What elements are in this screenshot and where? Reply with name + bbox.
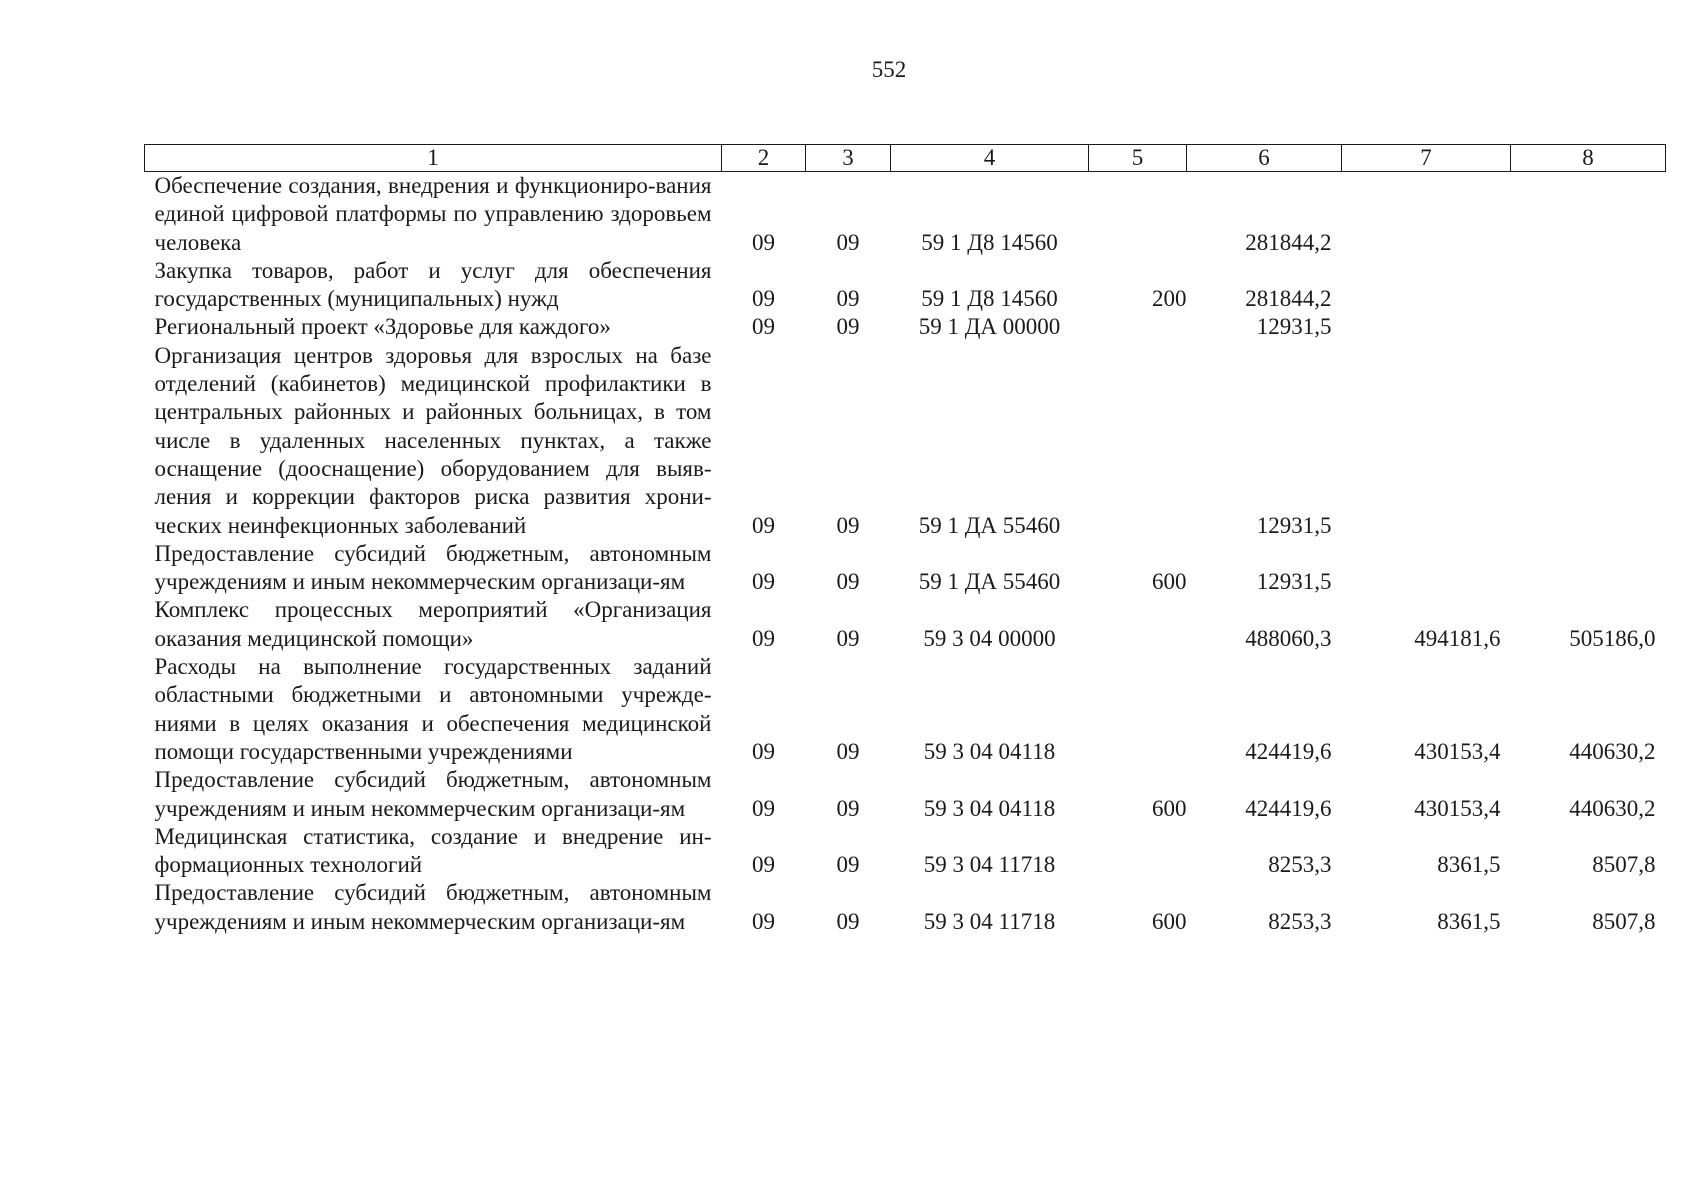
row-name-cell: Медицинская статистика, создание и внедрение ин-формационных технологий — [154, 823, 712, 878]
section-code-cell: 09 — [752, 314, 775, 340]
amount-year-1-cell: 281844,2 — [1245, 286, 1332, 312]
amount-year-1-cell: 424419,6 — [1245, 795, 1332, 821]
amount-year-3-cell: 440630,2 — [1569, 738, 1656, 764]
amount-year-2-cell — [1342, 342, 1511, 540]
row-name-cell: Обеспечение создания, внедрения и функциониро-вания единой цифровой платформы по управлению здоровьем человека — [154, 173, 712, 255]
section-code-cell: 09 — [752, 569, 775, 595]
amount-year-3-cell — [1511, 172, 1666, 257]
subsection-code-cell: 09 — [836, 569, 860, 595]
row-name-cell: Организация центров здоровья для взрослых на базе отделений (кабинетов) медицинской профилактики в центральных районных и районных больницах, в том числе в удаленных населенных пунктах, а также оснащение (дооснащение) оборудованием для выяв-ления и коррекции факторов риска развития хрони-ческих неинфекционных заболеваний — [154, 342, 712, 538]
subsection-code-cell: 09 — [836, 625, 860, 651]
expense-type-cell — [1089, 313, 1187, 341]
budget-table — [144, 144, 1666, 936]
expense-type-cell: 600 — [1152, 908, 1187, 934]
table-row — [145, 596, 1666, 653]
target-article-cell: 59 1 Д8 14560 — [921, 229, 1058, 255]
amount-year-3-cell — [1511, 342, 1666, 540]
amount-year-1-cell: 424419,6 — [1245, 738, 1332, 764]
table-row — [145, 766, 1666, 823]
header-cell-1: 1 — [145, 145, 722, 172]
section-code-cell: 09 — [752, 908, 775, 934]
amount-year-3-cell — [1511, 313, 1666, 341]
table-row — [145, 257, 1666, 314]
amount-year-1-cell: 8253,3 — [1268, 852, 1332, 878]
table-row — [145, 540, 1666, 597]
section-code-cell: 09 — [752, 229, 775, 255]
table-row — [145, 653, 1666, 766]
amount-year-3-cell: 505186,0 — [1569, 625, 1656, 651]
target-article-cell: 59 3 04 00000 — [923, 625, 1056, 651]
target-article-cell: 59 3 04 04118 — [923, 795, 1056, 821]
amount-year-3-cell — [1511, 257, 1666, 314]
target-article-cell: 59 1 ДА 00000 — [918, 314, 1061, 340]
amount-year-2-cell — [1342, 540, 1511, 597]
row-name-cell: Закупка товаров, работ и услуг для обеспечения государственных (муниципальных) нужд — [154, 257, 712, 312]
table-row — [145, 879, 1666, 936]
header-cell-6: 6 — [1187, 145, 1342, 172]
section-code-cell: 09 — [752, 625, 775, 651]
amount-year-1-cell: 12931,5 — [1256, 512, 1332, 538]
expense-type-cell — [1089, 823, 1187, 880]
section-code-cell: 09 — [752, 286, 775, 312]
amount-year-1-cell: 488060,3 — [1245, 625, 1332, 651]
subsection-code-cell: 09 — [836, 286, 860, 312]
amount-year-2-cell — [1342, 313, 1511, 341]
subsection-code-cell: 09 — [836, 314, 860, 340]
expense-type-cell — [1089, 653, 1187, 766]
expense-type-cell: 200 — [1152, 286, 1187, 312]
expense-type-cell — [1089, 342, 1187, 540]
subsection-code-cell: 09 — [836, 512, 860, 538]
header-cell-3: 3 — [806, 145, 891, 172]
amount-year-2-cell — [1342, 172, 1511, 257]
amount-year-1-cell: 12931,5 — [1256, 569, 1332, 595]
target-article-cell: 59 3 04 11718 — [923, 908, 1056, 934]
amount-year-2-cell: 430153,4 — [1414, 738, 1501, 764]
amount-year-2-cell: 494181,6 — [1414, 625, 1501, 651]
subsection-code-cell: 09 — [836, 908, 860, 934]
table-row — [145, 342, 1666, 540]
amount-year-3-cell: 8507,8 — [1592, 908, 1656, 934]
table-header-row — [145, 145, 1666, 172]
amount-year-3-cell — [1511, 540, 1666, 597]
table-row — [145, 172, 1666, 257]
row-name-cell: Предоставление субсидий бюджетным, автономным учреждениям и иным некоммерческим организаци-ям — [154, 880, 712, 934]
header-cell-5: 5 — [1089, 145, 1187, 172]
amount-year-2-cell: 430153,4 — [1414, 795, 1501, 821]
amount-year-2-cell — [1342, 257, 1511, 314]
header-cell-2: 2 — [722, 145, 806, 172]
target-article-cell: 59 1 ДА 55460 — [918, 512, 1061, 538]
row-name-cell: Комплекс процессных мероприятий «Организация оказания медицинской помощи» — [154, 597, 712, 651]
target-article-cell: 59 3 04 04118 — [923, 738, 1056, 764]
row-name-cell: Предоставление субсидий бюджетным, автономным учреждениям и иным некоммерческим организаци-ям — [154, 540, 712, 595]
table-row — [145, 313, 1666, 341]
section-code-cell: 09 — [752, 512, 775, 538]
target-article-cell: 59 1 ДА 55460 — [918, 569, 1061, 595]
table-row — [145, 823, 1666, 880]
amount-year-2-cell: 8361,5 — [1437, 908, 1501, 934]
expense-type-cell — [1089, 172, 1187, 257]
row-name-cell: Предоставление субсидий бюджетным, автономным учреждениям и иным некоммерческим организаци-ям — [154, 767, 712, 821]
row-name-cell: Региональный проект «Здоровье для каждого» — [154, 314, 611, 340]
target-article-cell: 59 3 04 11718 — [923, 852, 1056, 878]
amount-year-1-cell: 12931,5 — [1256, 314, 1332, 340]
subsection-code-cell: 09 — [836, 738, 860, 764]
amount-year-3-cell: 8507,8 — [1592, 852, 1656, 878]
amount-year-1-cell: 281844,2 — [1245, 229, 1332, 255]
section-code-cell: 09 — [752, 795, 775, 821]
subsection-code-cell: 09 — [836, 229, 860, 255]
row-name-cell: Расходы на выполнение государственных заданий областными бюджетными и автономными учрежде-ниями в целях оказания и обеспечения медицинской помощи государственными учреждениями — [154, 654, 712, 764]
expense-type-cell — [1089, 596, 1187, 653]
header-cell-4: 4 — [891, 145, 1089, 172]
amount-year-2-cell: 8361,5 — [1437, 852, 1501, 878]
subsection-code-cell: 09 — [836, 795, 860, 821]
table-body — [145, 172, 1666, 937]
amount-year-3-cell: 440630,2 — [1569, 795, 1656, 821]
section-code-cell: 09 — [752, 738, 775, 764]
expense-type-cell: 600 — [1152, 795, 1187, 821]
amount-year-1-cell: 8253,3 — [1268, 908, 1332, 934]
target-article-cell: 59 1 Д8 14560 — [921, 286, 1058, 312]
page-number: 552 — [871, 57, 907, 82]
header-cell-8: 8 — [1511, 145, 1666, 172]
subsection-code-cell: 09 — [836, 852, 860, 878]
header-cell-7: 7 — [1342, 145, 1511, 172]
expense-type-cell: 600 — [1152, 569, 1187, 595]
section-code-cell: 09 — [752, 852, 775, 878]
